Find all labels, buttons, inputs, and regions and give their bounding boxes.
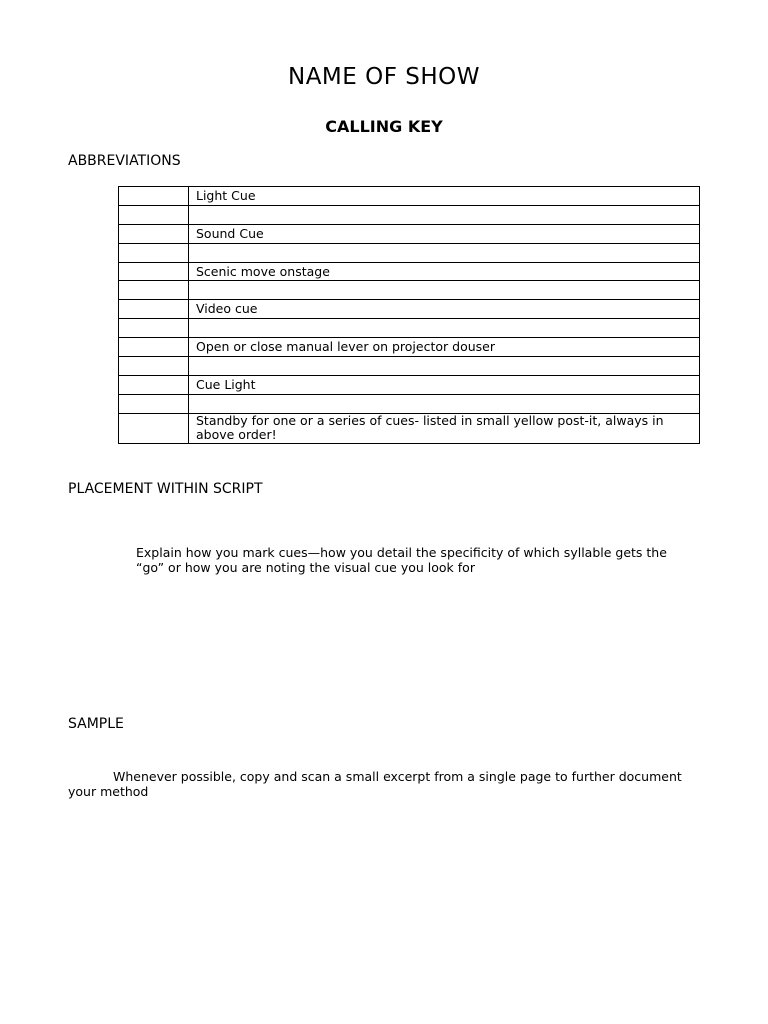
description-cell: Light Cue — [189, 187, 700, 206]
abbreviation-cell — [119, 357, 189, 376]
table-row — [119, 281, 700, 300]
abbreviation-cell — [119, 394, 189, 413]
description-cell: Cue Light — [189, 375, 700, 394]
abbreviation-cell — [119, 243, 189, 262]
table-row — [119, 205, 700, 224]
description-cell — [189, 319, 700, 338]
description-cell: Video cue — [189, 300, 700, 319]
placement-instructions: Explain how you mark cues—how you detail the specificity of which syllable gets the “go” or how you are noting the visual cue you look for — [136, 545, 667, 575]
page-title: NAME OF SHOW — [287, 64, 480, 90]
table-row — [119, 243, 700, 262]
description-cell — [189, 281, 700, 300]
description-cell: Scenic move onstage — [189, 262, 700, 281]
sample-instructions: Whenever possible, copy and scan a small excerpt from a single page to further document your method — [68, 769, 682, 799]
abbreviation-cell — [119, 262, 189, 281]
table-row — [119, 262, 700, 281]
abbreviation-cell — [119, 205, 189, 224]
table-row — [119, 187, 700, 206]
abbreviation-cell — [119, 375, 189, 394]
table-row — [119, 300, 700, 319]
description-cell — [189, 205, 700, 224]
abbreviation-cell — [119, 338, 189, 357]
description-cell: Open or close manual lever on projector douser — [189, 338, 700, 357]
calling-key-subtitle: CALLING KEY — [325, 117, 443, 136]
abbreviations-heading: ABBREVIATIONS — [68, 153, 181, 169]
table-row — [119, 357, 700, 376]
description-cell: Standby for one or a series of cues- listed in small yellow post-it, always in above order! — [189, 413, 700, 443]
abbreviations-table — [118, 186, 700, 444]
description-cell: Sound Cue — [189, 224, 700, 243]
table-row — [119, 319, 700, 338]
table-row — [119, 413, 700, 443]
sample-heading: SAMPLE — [68, 716, 124, 732]
abbreviation-cell — [119, 187, 189, 206]
abbreviation-cell — [119, 224, 189, 243]
table-row — [119, 375, 700, 394]
table-row — [119, 338, 700, 357]
abbreviation-cell — [119, 300, 189, 319]
description-cell — [189, 243, 700, 262]
description-cell — [189, 394, 700, 413]
table-row — [119, 394, 700, 413]
abbreviation-cell — [119, 319, 189, 338]
abbreviation-cell — [119, 281, 189, 300]
placement-heading: PLACEMENT WITHIN SCRIPT — [68, 481, 263, 497]
table-row — [119, 224, 700, 243]
description-cell — [189, 357, 700, 376]
abbreviation-cell — [119, 413, 189, 443]
